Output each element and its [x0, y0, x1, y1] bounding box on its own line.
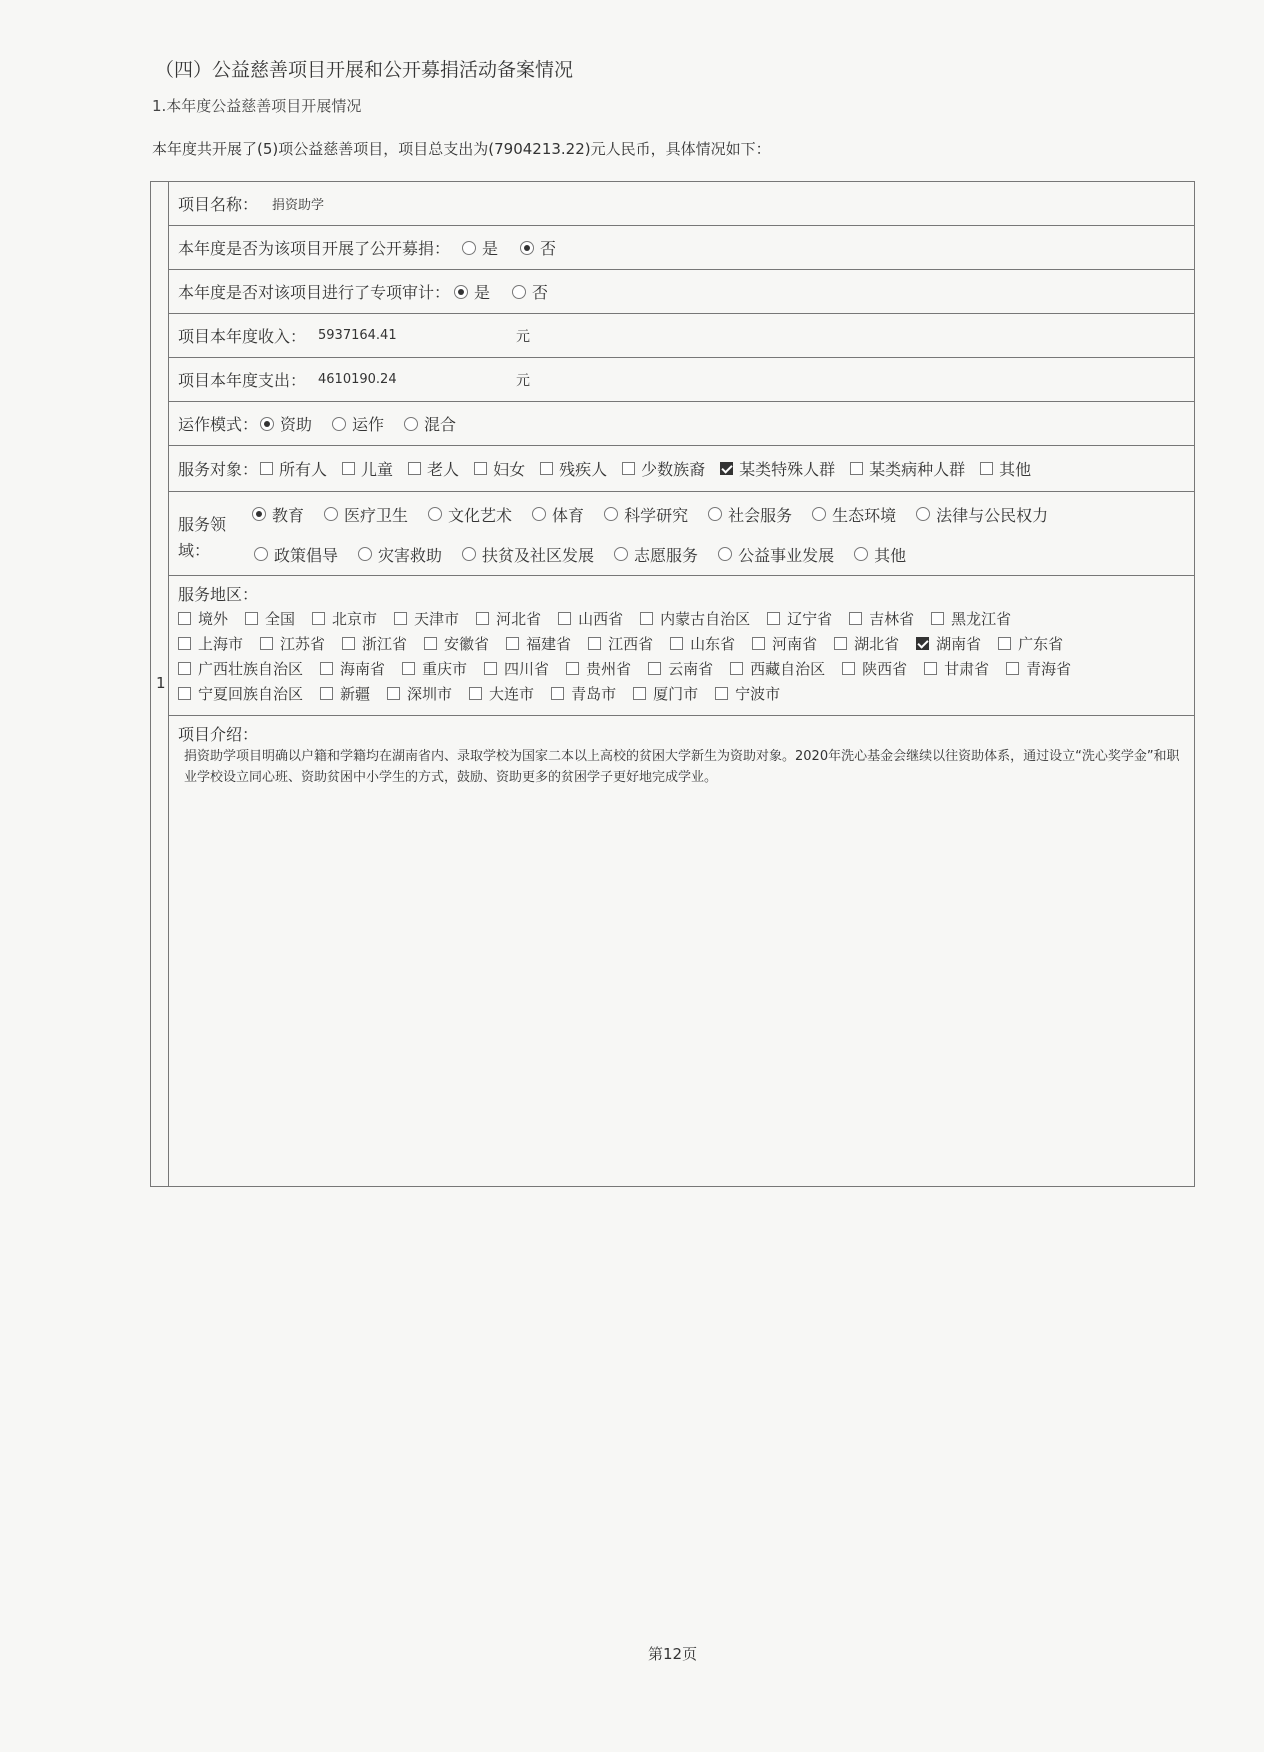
checkbox-icon[interactable]	[842, 662, 855, 675]
service-fields-options	[252, 500, 1048, 580]
radio-icon[interactable]	[614, 547, 628, 561]
service-target-option[interactable]: 儿童	[342, 457, 393, 480]
checkbox-icon[interactable]	[342, 637, 355, 650]
radio-icon[interactable]	[428, 507, 442, 521]
checkbox-icon[interactable]	[408, 462, 421, 475]
radio-icon[interactable]	[604, 507, 618, 521]
row-income	[169, 314, 1194, 358]
service-area-option[interactable]: 甘肃省	[924, 658, 989, 679]
operation-mode-label: 运作模式：	[178, 415, 259, 434]
service-area-option[interactable]: 福建省	[506, 633, 571, 654]
service-target-option[interactable]: 其他	[980, 457, 1031, 480]
summary-text: 本年度共开展了(5)项公益慈善项目，项目总支出为(7904213.22)元人民币，具体情况如下：	[152, 140, 771, 158]
service-area-option[interactable]: 贵州省	[566, 658, 631, 679]
service-area-option[interactable]: 青岛市	[551, 683, 616, 704]
service-area-option[interactable]: 黑龙江省	[931, 608, 1011, 629]
service-area-option[interactable]: 海南省	[320, 658, 385, 679]
income-label: 项目本年度收入：	[178, 327, 307, 346]
subsection-title: 1.本年度公益慈善项目开展情况	[152, 97, 362, 115]
checkbox-icon[interactable]	[506, 637, 519, 650]
checkbox-icon[interactable]	[849, 612, 862, 625]
checkbox-icon[interactable]	[850, 462, 863, 475]
service-targets-options	[258, 457, 1031, 480]
checkbox-icon[interactable]	[834, 637, 847, 650]
radio-icon[interactable]	[404, 417, 418, 431]
project-name-label: 项目名称：	[178, 195, 259, 214]
service-target-option[interactable]: 残疾人	[540, 457, 607, 480]
radio-icon[interactable]	[854, 547, 868, 561]
service-area-option[interactable]: 深圳市	[387, 683, 452, 704]
service-areas-line	[178, 606, 1186, 631]
income-unit: 元	[516, 328, 530, 345]
service-field-option[interactable]: 法律与公民权力	[916, 503, 1048, 526]
service-areas-line	[178, 656, 1186, 681]
public-fundraising-no[interactable]: 否	[520, 236, 556, 259]
radio-icon[interactable]	[254, 547, 268, 561]
service-target-option[interactable]: 老人	[408, 457, 459, 480]
service-area-option[interactable]: 辽宁省	[767, 608, 832, 629]
checkbox-icon[interactable]	[566, 662, 579, 675]
service-field-option[interactable]: 科学研究	[604, 503, 688, 526]
page-number: 第12页	[648, 1645, 698, 1663]
operation-mode-mixed[interactable]: 混合	[404, 412, 456, 435]
service-area-option[interactable]: 青海省	[1006, 658, 1071, 679]
checkbox-icon[interactable]	[476, 612, 489, 625]
checkbox-icon[interactable]	[931, 612, 944, 625]
project-name-value: 捐资助学	[272, 198, 325, 213]
expense-label: 项目本年度支出：	[178, 371, 307, 390]
checkbox-icon[interactable]	[387, 687, 400, 700]
operation-mode-grant[interactable]: 资助	[260, 412, 312, 435]
service-area-option[interactable]: 江苏省	[260, 633, 325, 654]
radio-icon[interactable]	[252, 507, 266, 521]
checkbox-icon[interactable]	[312, 612, 325, 625]
public-fundraising-label: 本年度是否为该项目开展了公开募捐：	[178, 239, 451, 258]
row-operation-mode	[169, 402, 1194, 446]
service-area-option[interactable]: 河北省	[476, 608, 541, 629]
service-area-option[interactable]: 江西省	[588, 633, 653, 654]
checkbox-icon[interactable]	[178, 662, 191, 675]
row-special-audit	[169, 270, 1194, 314]
checkbox-icon[interactable]	[245, 612, 258, 625]
service-field-option[interactable]: 志愿服务	[614, 543, 698, 566]
service-area-option[interactable]: 安徽省	[424, 633, 489, 654]
radio-icon[interactable]	[718, 547, 732, 561]
service-area-option[interactable]: 境外	[178, 608, 228, 629]
service-area-option[interactable]: 重庆市	[402, 658, 467, 679]
checkbox-icon[interactable]	[640, 612, 653, 625]
service-fields-line	[254, 540, 1048, 568]
special-audit-label: 本年度是否对该项目进行了专项审计：	[178, 283, 451, 302]
checkbox-icon[interactable]	[752, 637, 765, 650]
service-area-option[interactable]: 西藏自治区	[730, 658, 825, 679]
service-area-option[interactable]: 厦门市	[633, 683, 698, 704]
checkbox-icon[interactable]	[474, 462, 487, 475]
service-area-option[interactable]: 湖北省	[834, 633, 899, 654]
service-areas-label: 服务地区：	[178, 585, 259, 604]
service-area-option[interactable]: 四川省	[484, 658, 549, 679]
intro-text: 捐资助学项目明确以户籍和学籍均在湖南省内、录取学校为国家二本以上高校的贫困大学新生为资助对象。2020年洗心基金会继续以往资助体系，通过设立“洗心奖学金”和职业学校设立同心班、资助贫困中小学生的方式，鼓励、资助更多的贫困学子更好地完成学业。	[184, 749, 1180, 785]
service-area-option[interactable]: 浙江省	[342, 633, 407, 654]
service-target-option[interactable]: 所有人	[260, 457, 327, 480]
checkbox-icon[interactable]	[720, 462, 733, 475]
service-areas-line	[178, 631, 1186, 656]
radio-icon[interactable]	[520, 241, 534, 255]
checkbox-icon[interactable]	[484, 662, 497, 675]
row-project-name	[169, 182, 1194, 226]
service-area-option[interactable]: 河南省	[752, 633, 817, 654]
special-audit-no[interactable]: 否	[512, 280, 548, 303]
intro-label: 项目介绍：	[178, 725, 259, 744]
radio-icon[interactable]	[260, 417, 274, 431]
service-area-option[interactable]: 大连市	[469, 683, 534, 704]
index-column	[151, 182, 169, 1186]
service-area-option[interactable]: 天津市	[394, 608, 459, 629]
checkbox-icon[interactable]	[178, 612, 191, 625]
service-area-option[interactable]: 陕西省	[842, 658, 907, 679]
radio-icon[interactable]	[462, 547, 476, 561]
checkbox-icon[interactable]	[540, 462, 553, 475]
service-fields-label: 服务领域：	[178, 515, 227, 560]
public-fundraising-yes[interactable]: 是	[462, 236, 498, 259]
service-areas-options	[178, 606, 1186, 706]
checkbox-icon[interactable]	[320, 687, 333, 700]
checkbox-icon[interactable]	[342, 462, 355, 475]
checkbox-icon[interactable]	[648, 662, 661, 675]
service-area-option[interactable]: 吉林省	[849, 608, 914, 629]
checkbox-icon[interactable]	[469, 687, 482, 700]
service-area-option[interactable]: 广西壮族自治区	[178, 658, 303, 679]
service-field-option[interactable]: 政策倡导	[254, 543, 338, 566]
radio-icon[interactable]	[532, 507, 546, 521]
service-area-option[interactable]: 宁夏回族自治区	[178, 683, 303, 704]
special-audit-yes[interactable]: 是	[454, 280, 490, 303]
service-target-option[interactable]: 某类特殊人群	[720, 457, 835, 480]
service-target-option[interactable]: 妇女	[474, 457, 525, 480]
service-field-option[interactable]: 其他	[854, 543, 906, 566]
radio-icon[interactable]	[916, 507, 930, 521]
checkbox-icon[interactable]	[588, 637, 601, 650]
checkbox-icon[interactable]	[320, 662, 333, 675]
checkbox-icon[interactable]	[260, 462, 273, 475]
row-service-targets	[169, 446, 1194, 492]
checkbox-icon[interactable]	[178, 637, 191, 650]
service-field-option[interactable]: 医疗卫生	[324, 503, 408, 526]
row-intro	[169, 716, 1194, 1186]
checkbox-icon[interactable]	[622, 462, 635, 475]
checkbox-icon[interactable]	[715, 687, 728, 700]
row-service-areas	[169, 576, 1194, 716]
project-table	[150, 181, 1195, 1187]
checkbox-icon[interactable]	[551, 687, 564, 700]
checkbox-icon[interactable]	[1006, 662, 1019, 675]
checkbox-icon[interactable]	[260, 637, 273, 650]
checkbox-icon[interactable]	[558, 612, 571, 625]
service-area-option[interactable]: 广东省	[998, 633, 1063, 654]
service-area-option[interactable]: 内蒙古自治区	[640, 608, 750, 629]
radio-icon[interactable]	[358, 547, 372, 561]
expense-unit: 元	[516, 372, 530, 389]
radio-icon[interactable]	[454, 285, 468, 299]
checkbox-icon[interactable]	[980, 462, 993, 475]
service-field-option[interactable]: 教育	[252, 503, 304, 526]
service-area-option[interactable]: 山西省	[558, 608, 623, 629]
project-index: 1	[156, 674, 166, 692]
service-field-option[interactable]: 公益事业发展	[718, 543, 834, 566]
income-value: 5937164.41	[318, 328, 397, 343]
section-title: （四）公益慈善项目开展和公开募捐活动备案情况	[155, 59, 574, 81]
radio-icon[interactable]	[512, 285, 526, 299]
service-area-option[interactable]: 山东省	[670, 633, 735, 654]
service-targets-label: 服务对象：	[178, 460, 259, 479]
radio-icon[interactable]	[708, 507, 722, 521]
service-field-option[interactable]: 生态环境	[812, 503, 896, 526]
service-area-option[interactable]: 宁波市	[715, 683, 780, 704]
row-public-fundraising	[169, 226, 1194, 270]
service-target-option[interactable]: 少数族裔	[622, 457, 705, 480]
service-areas-line	[178, 681, 1186, 706]
checkbox-icon[interactable]	[402, 662, 415, 675]
checkbox-icon[interactable]	[998, 637, 1011, 650]
checkbox-icon[interactable]	[394, 612, 407, 625]
radio-icon[interactable]	[812, 507, 826, 521]
service-area-option[interactable]: 北京市	[312, 608, 377, 629]
radio-icon[interactable]	[332, 417, 346, 431]
service-area-option[interactable]: 上海市	[178, 633, 243, 654]
checkbox-icon[interactable]	[424, 637, 437, 650]
service-field-option[interactable]: 体育	[532, 503, 584, 526]
checkbox-icon[interactable]	[633, 687, 646, 700]
service-area-option[interactable]: 湖南省	[916, 633, 981, 654]
checkbox-icon[interactable]	[178, 687, 191, 700]
service-target-option[interactable]: 某类病种人群	[850, 457, 965, 480]
row-expense	[169, 358, 1194, 402]
service-field-option[interactable]: 灾害救助	[358, 543, 442, 566]
service-area-option[interactable]: 新疆	[320, 683, 370, 704]
service-field-option[interactable]: 文化艺术	[428, 503, 512, 526]
expense-value: 4610190.24	[318, 372, 397, 387]
radio-icon[interactable]	[462, 241, 476, 255]
operation-mode-operate[interactable]: 运作	[332, 412, 384, 435]
checkbox-icon[interactable]	[916, 637, 929, 650]
service-area-option[interactable]: 全国	[245, 608, 295, 629]
service-area-option[interactable]: 云南省	[648, 658, 713, 679]
service-field-option[interactable]: 扶贫及社区发展	[462, 543, 594, 566]
checkbox-icon[interactable]	[767, 612, 780, 625]
checkbox-icon[interactable]	[670, 637, 683, 650]
radio-icon[interactable]	[324, 507, 338, 521]
checkbox-icon[interactable]	[730, 662, 743, 675]
checkbox-icon[interactable]	[924, 662, 937, 675]
service-field-option[interactable]: 社会服务	[708, 503, 792, 526]
row-service-fields	[169, 492, 1194, 576]
service-fields-line	[252, 500, 1048, 528]
